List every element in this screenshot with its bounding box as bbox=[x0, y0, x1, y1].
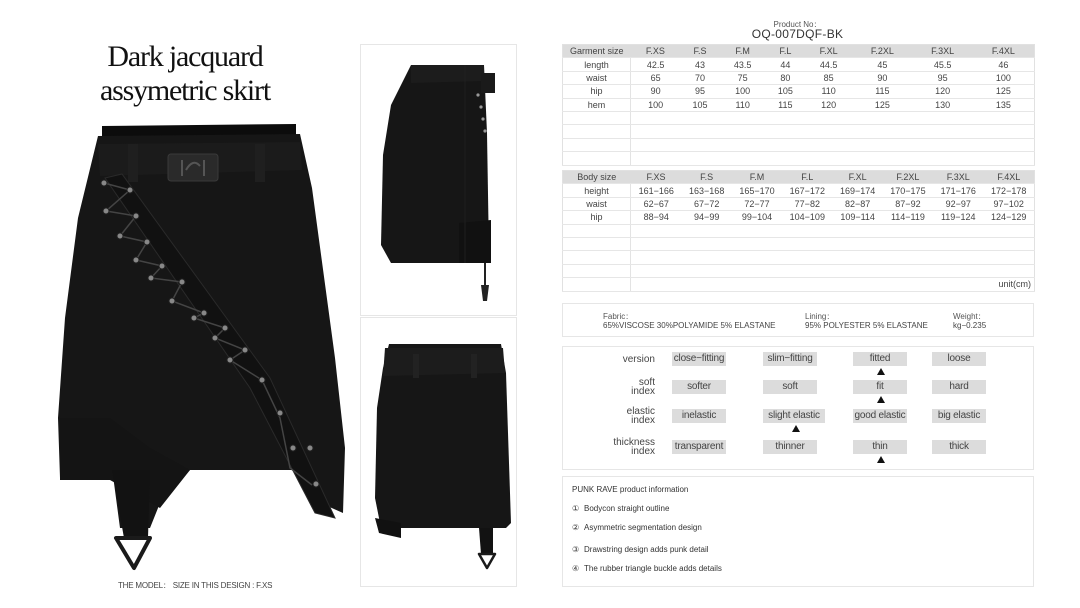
circled-number-1-icon: ① bbox=[572, 504, 580, 513]
table-cell: 92−97 bbox=[933, 197, 983, 210]
table-cell: 120 bbox=[805, 98, 852, 111]
table-cell: 110 bbox=[805, 85, 852, 98]
size-col-header: F.L bbox=[782, 171, 832, 184]
size-col-header: F.XS bbox=[631, 45, 681, 58]
table-row bbox=[563, 85, 1035, 98]
index-option: slim−fitting bbox=[763, 352, 817, 366]
row-label: waist bbox=[563, 197, 631, 210]
body-size-table bbox=[562, 170, 1035, 292]
index-label: thickness index bbox=[613, 437, 655, 457]
table-cell: 167−172 bbox=[782, 184, 832, 197]
index-option-selected: fit bbox=[853, 380, 907, 394]
size-col-header: F.3XL bbox=[933, 171, 983, 184]
size-col-header: F.XS bbox=[631, 171, 682, 184]
table-cell: 109−114 bbox=[832, 211, 882, 224]
size-col-header: F.2XL bbox=[852, 45, 912, 58]
body-size-header-row bbox=[563, 171, 1035, 184]
index-option: hard bbox=[932, 380, 986, 394]
table-cell: 43.5 bbox=[720, 58, 766, 71]
index-row-thickness bbox=[563, 437, 1033, 462]
table-cell: 67−72 bbox=[682, 197, 732, 210]
table-cell: 104−109 bbox=[782, 211, 832, 224]
size-col-header: F.4XL bbox=[973, 45, 1035, 58]
index-option: transparent bbox=[672, 440, 726, 454]
table-cell: 115 bbox=[766, 98, 805, 111]
table-cell: 43 bbox=[680, 58, 719, 71]
index-option: softer bbox=[672, 380, 726, 394]
table-cell: 90 bbox=[631, 85, 681, 98]
size-col-header: F.2XL bbox=[883, 171, 933, 184]
empty-row bbox=[563, 125, 1035, 138]
row-label: waist bbox=[563, 71, 631, 84]
product-number-label: Product No： bbox=[773, 20, 822, 29]
index-option-selected: thin bbox=[853, 440, 907, 454]
size-col-header: F.M bbox=[732, 171, 782, 184]
index-option: big elastic bbox=[932, 409, 986, 423]
garment-size-header-row bbox=[563, 45, 1035, 58]
product-title bbox=[60, 40, 310, 108]
lining-column bbox=[805, 312, 928, 330]
index-label: elastic index bbox=[626, 406, 655, 426]
product-info-box bbox=[562, 476, 1034, 587]
table-row bbox=[563, 211, 1035, 224]
table-row bbox=[563, 58, 1035, 71]
size-col-header: F.S bbox=[682, 171, 732, 184]
garment-size-table bbox=[562, 44, 1035, 166]
table-cell: 82−87 bbox=[832, 197, 882, 210]
product-title-line-1: Dark jacquard bbox=[107, 40, 263, 73]
table-cell: 87−92 bbox=[883, 197, 933, 210]
table-cell: 75 bbox=[720, 71, 766, 84]
table-cell: 170−175 bbox=[883, 184, 933, 197]
size-col-header: F.XL bbox=[832, 171, 882, 184]
info-item: ① Bodycon straight outline bbox=[572, 504, 670, 513]
table-cell: 125 bbox=[852, 98, 912, 111]
product-number: OQ-007DQF-BK bbox=[751, 27, 844, 41]
index-row-soft bbox=[563, 377, 1033, 402]
table-cell: 99−104 bbox=[732, 211, 782, 224]
row-label: hip bbox=[563, 211, 631, 224]
skirt-front-photo bbox=[50, 118, 360, 573]
table-cell: 100 bbox=[973, 71, 1035, 84]
table-cell: 44.5 bbox=[805, 58, 852, 71]
garment-size-header: Garment size bbox=[563, 45, 631, 58]
size-col-header: F.M bbox=[720, 45, 766, 58]
fit-index-box bbox=[562, 346, 1034, 470]
index-option: thinner bbox=[763, 440, 817, 454]
model-size-caption: THE MODEL： SIZE IN THIS DESIGN : F.XS bbox=[118, 581, 273, 590]
table-cell: 120 bbox=[913, 85, 973, 98]
table-cell: 119−124 bbox=[933, 211, 983, 224]
empty-row bbox=[563, 224, 1035, 237]
table-row bbox=[563, 197, 1035, 210]
unit-label: unit(cm) bbox=[631, 278, 1035, 291]
table-cell: 100 bbox=[720, 85, 766, 98]
empty-row bbox=[563, 152, 1035, 165]
table-cell: 62−67 bbox=[631, 197, 682, 210]
table-cell: 65 bbox=[631, 71, 681, 84]
index-label: version bbox=[622, 354, 655, 365]
weight-label: Weight： bbox=[953, 312, 986, 321]
weight-column bbox=[953, 312, 986, 330]
table-cell: 124−129 bbox=[983, 211, 1034, 224]
table-cell: 130 bbox=[913, 98, 973, 111]
table-cell: 95 bbox=[680, 85, 719, 98]
fabric-value: 65%VISCOSE 30%POLYAMIDE 5% ELASTANE bbox=[603, 321, 776, 330]
index-option: good elastic bbox=[854, 410, 906, 421]
empty-row bbox=[563, 264, 1035, 277]
table-row bbox=[563, 71, 1035, 84]
size-col-header: F.XL bbox=[805, 45, 852, 58]
fabric-column bbox=[603, 312, 776, 330]
circled-number-3-icon: ③ bbox=[572, 545, 580, 554]
circled-number-4-icon: ④ bbox=[572, 564, 580, 573]
circled-number-2-icon: ② bbox=[572, 523, 580, 532]
empty-row bbox=[563, 138, 1035, 151]
table-cell: 45.5 bbox=[913, 58, 973, 71]
table-cell: 97−102 bbox=[983, 197, 1034, 210]
table-cell: 80 bbox=[766, 71, 805, 84]
lining-label: Lining： bbox=[805, 312, 835, 321]
skirt-front-illustration bbox=[50, 118, 360, 573]
skirt-back-illustration bbox=[361, 318, 518, 588]
product-info-title: PUNK RAVE product information bbox=[572, 485, 689, 494]
table-cell: 110 bbox=[720, 98, 766, 111]
index-row-version bbox=[563, 352, 1033, 374]
empty-row bbox=[563, 111, 1035, 124]
table-cell: 42.5 bbox=[631, 58, 681, 71]
info-item: ③ Drawstring design adds punk detail bbox=[572, 545, 709, 554]
table-cell: 115 bbox=[852, 85, 912, 98]
table-cell: 45 bbox=[852, 58, 912, 71]
table-cell: 95 bbox=[913, 71, 973, 84]
table-cell: 105 bbox=[766, 85, 805, 98]
skirt-side-illustration bbox=[361, 45, 518, 317]
index-option-selected: fitted bbox=[853, 352, 907, 366]
table-cell: 114−119 bbox=[883, 211, 933, 224]
index-option: soft bbox=[763, 380, 817, 394]
table-cell: 77−82 bbox=[782, 197, 832, 210]
index-option: inelastic bbox=[672, 409, 726, 423]
selected-marker-icon bbox=[877, 456, 885, 463]
index-label: soft index bbox=[631, 377, 655, 397]
table-cell: 135 bbox=[973, 98, 1035, 111]
table-cell: 105 bbox=[680, 98, 719, 111]
table-cell: 46 bbox=[973, 58, 1035, 71]
skirt-side-thumbnail[interactable] bbox=[360, 44, 517, 316]
table-cell: 85 bbox=[805, 71, 852, 84]
table-cell: 70 bbox=[680, 71, 719, 84]
index-option-selected: slight elastic bbox=[763, 409, 825, 423]
table-cell: 165−170 bbox=[732, 184, 782, 197]
row-label: length bbox=[563, 58, 631, 71]
table-cell: 169−174 bbox=[832, 184, 882, 197]
product-title-line-2: assymetric skirt bbox=[100, 74, 270, 107]
table-cell: 125 bbox=[973, 85, 1035, 98]
info-item: ② Asymmetric segmentation design bbox=[572, 523, 702, 532]
empty-row bbox=[563, 251, 1035, 264]
weight-value: kg−0.235 bbox=[953, 321, 987, 330]
table-cell: 172−178 bbox=[983, 184, 1034, 197]
table-cell: 88−94 bbox=[631, 211, 682, 224]
fabric-info-box bbox=[562, 303, 1034, 337]
index-option: close−fitting bbox=[673, 353, 725, 364]
row-label: height bbox=[563, 184, 631, 197]
info-item: ④ The rubber triangle buckle adds details bbox=[572, 564, 722, 573]
unit-row bbox=[563, 278, 1035, 291]
table-cell: 100 bbox=[631, 98, 681, 111]
table-row bbox=[563, 98, 1035, 111]
selected-marker-icon bbox=[877, 368, 885, 375]
body-size-header: Body size bbox=[563, 171, 631, 184]
index-row-elastic bbox=[563, 406, 1033, 431]
row-label: hem bbox=[563, 98, 631, 111]
table-cell: 161−166 bbox=[631, 184, 682, 197]
table-cell: 44 bbox=[766, 58, 805, 71]
table-row bbox=[563, 184, 1035, 197]
index-option: thick bbox=[932, 440, 986, 454]
skirt-back-thumbnail[interactable] bbox=[360, 317, 517, 587]
table-cell: 90 bbox=[852, 71, 912, 84]
selected-marker-icon bbox=[792, 425, 800, 432]
selected-marker-icon bbox=[877, 396, 885, 403]
fabric-label: Fabric： bbox=[603, 312, 634, 321]
index-option: loose bbox=[932, 352, 986, 366]
table-cell: 72−77 bbox=[732, 197, 782, 210]
table-cell: 94−99 bbox=[682, 211, 732, 224]
table-cell: 163−168 bbox=[682, 184, 732, 197]
row-label: hip bbox=[563, 85, 631, 98]
size-col-header: F.L bbox=[766, 45, 805, 58]
size-col-header: F.3XL bbox=[913, 45, 973, 58]
table-cell: 171−176 bbox=[933, 184, 983, 197]
size-col-header: F.4XL bbox=[983, 171, 1034, 184]
lining-value: 95% POLYESTER 5% ELASTANE bbox=[805, 321, 928, 330]
size-col-header: F.S bbox=[680, 45, 719, 58]
empty-row bbox=[563, 237, 1035, 250]
